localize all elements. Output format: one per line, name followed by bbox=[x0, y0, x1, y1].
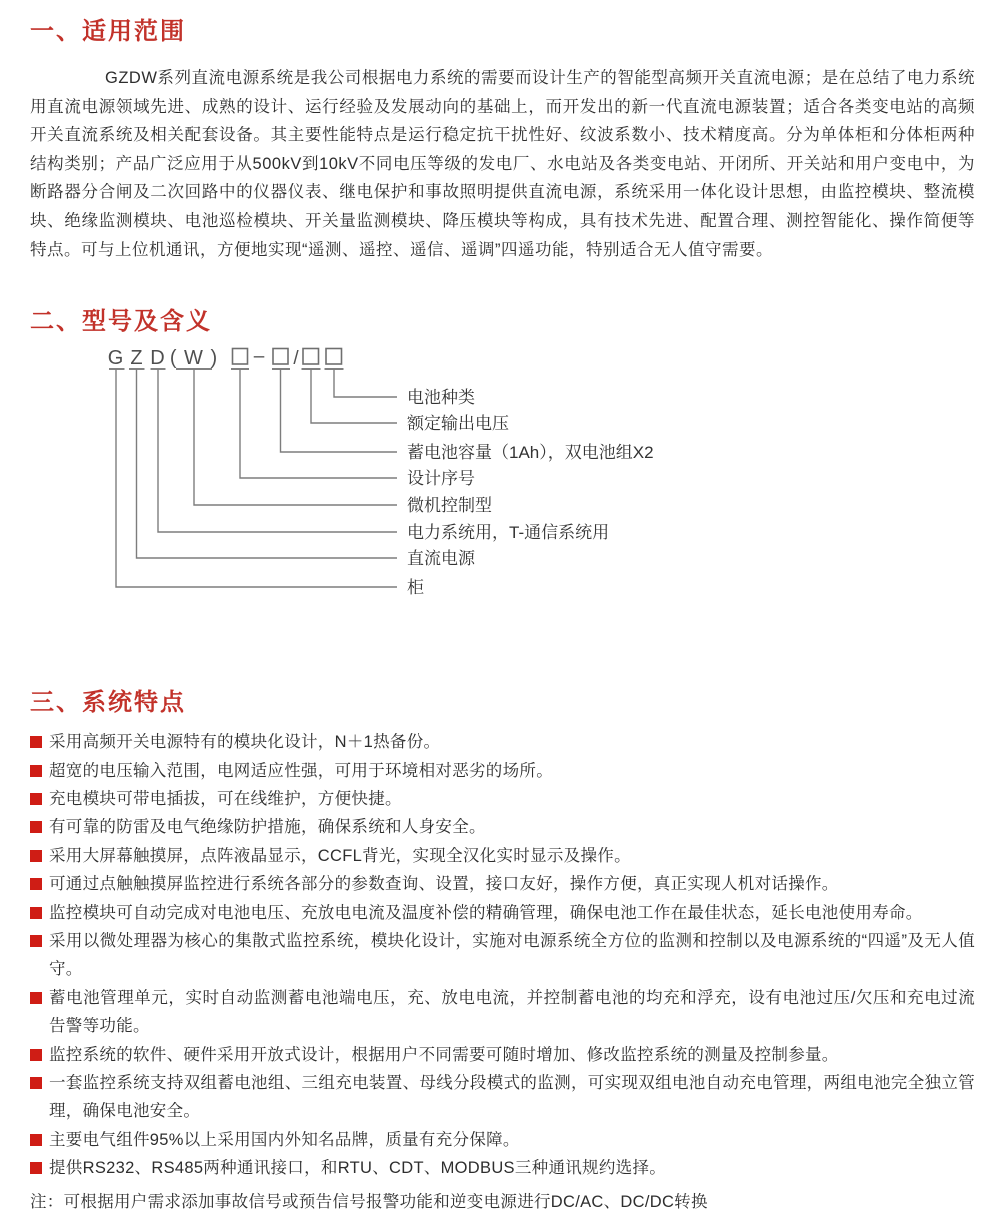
feature-item bbox=[30, 813, 975, 841]
feature-text: 可通过点触触摸屏监控进行系统各部分的参数查询、设置，接口友好，操作方便，真正实现人机对话操作。 bbox=[49, 875, 839, 894]
bullet-square-icon bbox=[30, 850, 42, 862]
code-letter-g: G bbox=[107, 347, 125, 370]
code-box-voltage bbox=[303, 349, 319, 365]
bullet-square-icon bbox=[30, 1077, 42, 1089]
feature-item bbox=[30, 984, 975, 1041]
bullet-square-icon bbox=[30, 992, 42, 1004]
code-slash: / bbox=[293, 348, 299, 370]
bullet-square-icon bbox=[30, 907, 42, 919]
feature-text: 监控系统的软件、硬件采用开放式设计，根据用户不同需要可随时增加、修改监控系统的测量及控制参量。 bbox=[49, 1045, 839, 1064]
label-design-serial: 设计序号 bbox=[407, 469, 475, 489]
feature-item bbox=[30, 842, 975, 870]
feature-text: 超宽的电压输入范围，电网适应性强，可用于环境相对恶劣的场所。 bbox=[49, 761, 553, 780]
bullet-square-icon bbox=[30, 1134, 42, 1146]
section-scope-heading: 一、适用范围 bbox=[30, 18, 186, 45]
bullet-square-icon bbox=[30, 1162, 42, 1174]
feature-item bbox=[30, 1154, 975, 1182]
bullet-square-icon bbox=[30, 793, 42, 805]
label-power-system: 电力系统用，T-通信系统用 bbox=[407, 523, 610, 543]
feature-text: 采用以微处理器为核心的集散式监控系统，模块化设计，实施对电源系统全方位的监测和控制以及电源系统的“四遥”及无人值守。 bbox=[49, 932, 975, 979]
feature-item bbox=[30, 1041, 975, 1069]
feature-item bbox=[30, 1069, 975, 1126]
bullet-square-icon bbox=[30, 878, 42, 890]
feature-text: 采用大屏幕触摸屏，点阵液晶显示，CCFL背光，实现全汉化实时显示及操作。 bbox=[49, 846, 631, 865]
bullet-square-icon bbox=[30, 736, 42, 748]
feature-item bbox=[30, 1126, 975, 1154]
code-box-battery-type bbox=[326, 349, 342, 365]
label-rated-voltage: 额定输出电压 bbox=[407, 414, 509, 434]
code-labels bbox=[407, 388, 654, 597]
section-model-heading: 二、型号及含义 bbox=[30, 308, 212, 336]
label-dc-power: 直流电源 bbox=[407, 549, 475, 569]
feature-item bbox=[30, 757, 975, 785]
connector-lines bbox=[116, 369, 397, 587]
feature-text: 监控模块可自动完成对电池电压、充放电电流及温度补偿的精确管理，确保电池工作在最佳状态，延长电池使用寿命。 bbox=[49, 903, 923, 922]
model-code-diagram-svg bbox=[30, 345, 1000, 617]
section-features-heading: 三、系统特点 bbox=[30, 689, 186, 717]
feature-text: 蓄电池管理单元，实时自动监测蓄电池端电压，充、放电电流，并控制蓄电池的均充和浮充，设有电池过压/欠压和充电过流告警等功能。 bbox=[49, 988, 975, 1036]
footnote: 注：可根据用户需求添加事故信号或预告信号报警功能和逆变电源进行DC/AC、DC/DC转换 bbox=[30, 1192, 708, 1211]
bullet-square-icon bbox=[30, 935, 42, 947]
feature-text: 主要电气组件95%以上采用国内外知名品牌，质量有充分保障。 bbox=[49, 1130, 520, 1149]
feature-text: 一套监控系统支持双组蓄电池组、三组充电装置、母线分段模式的监测，可实现双组电池自动充电管理，两组电池完全独立管理，确保电池安全。 bbox=[49, 1074, 975, 1121]
label-battery-type: 电池种类 bbox=[407, 388, 475, 408]
code-dash: – bbox=[253, 346, 265, 368]
feature-text: 提供RS232、RS485两种通讯接口，和RTU、CDT、MODBUS三种通讯规约选择。 bbox=[49, 1159, 667, 1178]
feature-text: 有可靠的防雷及电气绝缘防护措施，确保系统和人身安全。 bbox=[49, 818, 486, 837]
feature-item bbox=[30, 899, 975, 927]
feature-item bbox=[30, 785, 975, 813]
feature-item bbox=[30, 870, 975, 898]
bullet-square-icon bbox=[30, 1049, 42, 1061]
feature-item bbox=[30, 728, 975, 756]
feature-text: 采用高频开关电源特有的模块化设计，N＋1热备份。 bbox=[49, 733, 441, 752]
feature-text: 充电模块可带电插拔，可在线维护，方便快捷。 bbox=[49, 789, 402, 808]
code-letter-w: ( W ) bbox=[169, 347, 219, 370]
bullet-square-icon bbox=[30, 821, 42, 833]
code-box-design bbox=[233, 349, 248, 365]
label-mcu-type: 微机控制型 bbox=[407, 496, 492, 516]
code-letter-z: Z bbox=[130, 347, 144, 370]
code-letter-d: D bbox=[150, 347, 166, 370]
label-capacity: 蓄电池容量（1Ah），双电池组X2 bbox=[407, 443, 654, 463]
code-box-capacity bbox=[273, 349, 288, 365]
bullet-square-icon bbox=[30, 765, 42, 777]
scope-paragraph: GZDW系列直流电源系统是我公司根据电力系统的需要而设计生产的智能型高频开关直流电源；是在总结了电力系统用直流电源领域先进、成熟的设计、运行经验及发展动向的基础上，而开发出的新一代直流电源装置；适合各类变电站的高频开关直流系统及相关配套设备。其主要性能特点是运行稳定抗干扰性好、纹波系数小、技术精度高。分为单体柜和分体柜两种结构类别；产品广泛应用于从500kV到10kV不同电压等级的发电厂、水电站及各类变电站、开闭所、开关站和用户变电中，为断路器分合闸及二次回路中的仪器仪表、继电保护和事故照明提供直流电源，系统采用一体化设计思想，由监控模块、整流模块、绝缘监测模块、电池巡检模块、开关量监测模块、降压模块等构成，具有技术先进、配置合理、测控智能化、操作简便等特点。可与上位机通讯，方便地实现“遥测、遥控、遥信、遥调”四遥功能，特别适合无人值守需要。 bbox=[30, 69, 975, 259]
feature-item bbox=[30, 927, 975, 984]
features-list bbox=[30, 728, 975, 1183]
model-code-diagram bbox=[30, 345, 975, 617]
label-cabinet: 柜 bbox=[407, 578, 424, 598]
